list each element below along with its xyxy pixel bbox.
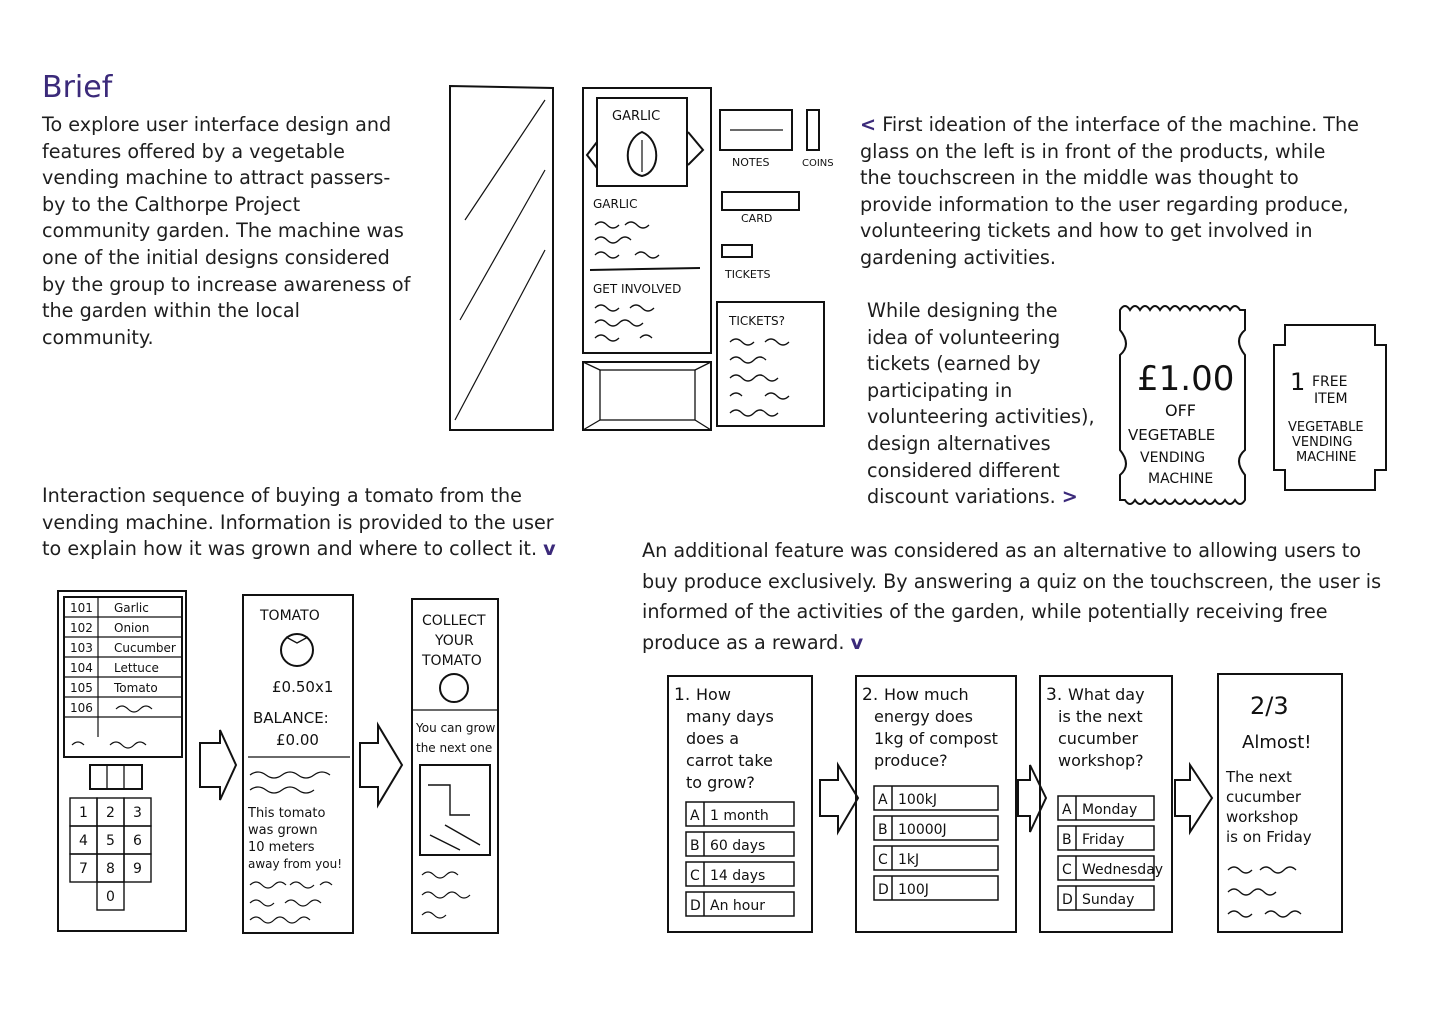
quiz-option-letter: C [1062, 862, 1072, 878]
quiz-option-text: An hour [710, 898, 765, 914]
quiz-result-line: is on Friday [1226, 828, 1312, 846]
arrow-right-icon [360, 725, 402, 805]
quiz-question-line: does a [686, 729, 740, 748]
tickets-note [867, 298, 1099, 511]
quiz-option-letter: C [878, 852, 888, 868]
screen3-note1: You can grow [416, 721, 496, 735]
quiz-question-line: What day [1068, 685, 1145, 704]
quiz-option-text: 14 days [710, 868, 766, 884]
keypad-key-label: 1 [79, 805, 88, 821]
ideation-text: First ideation of the interface of the machine. The glass on the left is in front of the products, while the touchscreen in the middle was thought to provide information to the user regarding produce, volunteering tickets and how to get involved in gardening activities. [860, 113, 1359, 269]
quiz-option-letter: C [690, 868, 700, 884]
keypad-key-label: 9 [133, 861, 142, 877]
quiz-option-text: Sunday [1082, 892, 1135, 908]
menu-item-name: Lettuce [114, 661, 159, 675]
coupon1-line2: VENDING [1140, 450, 1206, 466]
screen2-title: TOMATO [260, 608, 320, 624]
coupon1-off: OFF [1165, 401, 1196, 420]
quiz-option-letter: A [878, 792, 888, 808]
brief-text: To explore user interface design and features offered by a vegetable vending machine to attract passers-by to the Calthorpe Project community garden. The machine was one of the initial designs considered by the group to increase awareness of the garden within the local community. [42, 113, 411, 349]
quiz-question-line: energy does [874, 707, 973, 726]
quiz-result-line: cucumber [1226, 788, 1302, 806]
coins-label: COINS [802, 158, 834, 169]
card-label: CARD [741, 212, 773, 225]
tickets-slot [722, 245, 752, 257]
quiz-option-letter: A [1062, 802, 1072, 818]
quiz-score: 2/3 [1250, 692, 1289, 720]
keypad-key-label: 7 [79, 861, 88, 877]
touchscreen-frame [583, 88, 711, 353]
quiz-result [1218, 674, 1342, 932]
menu-item-name: Cucumber [114, 641, 176, 655]
info-title: GARLIC [593, 197, 638, 211]
menu-code: 101 [70, 601, 93, 615]
card-slot [722, 192, 799, 210]
down-arrow-icon: v [543, 537, 556, 561]
quiz-question-line: is the next [1058, 707, 1143, 726]
screen3-line2: YOUR [435, 633, 474, 649]
left-arrow-icon: < [860, 113, 877, 136]
screen2-price: £0.50x1 [272, 678, 334, 696]
get-involved-label: GET INVOLVED [593, 282, 682, 296]
quiz-question-q3 [1040, 676, 1172, 932]
keypad-key-label: 5 [106, 833, 115, 849]
quiz-option-letter: B [878, 822, 888, 838]
coupon2-free: FREE [1312, 374, 1348, 390]
notes-label: NOTES [732, 156, 770, 169]
keypad-key-label: 0 [106, 889, 115, 905]
quiz-sequence-sketch [660, 670, 1350, 942]
quiz-question-number: 1. [674, 685, 691, 705]
menu-code: 102 [70, 621, 93, 635]
quiz-result-line: workshop [1226, 808, 1299, 826]
arrow-right-icon [820, 765, 858, 832]
right-arrow-icon: > [1061, 485, 1078, 509]
tickets-note-text: While designing the idea of volunteering tickets (earned by participating in volunteering activities), design alternatives considered different discount variations. [867, 299, 1095, 509]
quiz-question-line: to grow? [686, 773, 755, 792]
quiz-question-line: How much [884, 685, 969, 704]
coupon1-line1: VEGETABLE [1128, 426, 1216, 444]
quiz-note-text: An additional feature was considered as an alternative to allowing users to buy produce exclusively. By answering a quiz on the touchscreen, the user is informed of the activities of the garden, while potentially receiving free produce as a reward. [642, 539, 1382, 654]
quiz-question-line: carrot take [686, 751, 773, 770]
keypad-key-label: 3 [133, 805, 142, 821]
tickets-question: TICKETS? [729, 314, 786, 328]
chevron-left-icon [587, 142, 597, 168]
ideation-note [860, 112, 1360, 272]
quiz-option-letter: A [690, 808, 700, 824]
menu-item-name: Tomato [114, 681, 158, 695]
quiz-question-q1 [668, 676, 812, 932]
quiz-option-text: Monday [1082, 802, 1138, 818]
arrow-right-icon [200, 730, 236, 800]
screen3-line1: COLLECT [422, 613, 486, 629]
coupon1-line3: MACHINE [1148, 471, 1214, 487]
brief-title: Brief [42, 70, 113, 105]
quiz-result-line: The next [1226, 768, 1292, 786]
coupon2-line1: VEGETABLE [1288, 420, 1364, 435]
screen3-line3: TOMATO [422, 653, 482, 669]
coupon1-amount: £1.00 [1137, 359, 1235, 399]
quiz-result-label: Almost! [1242, 732, 1312, 753]
screen2-line4: away from you! [248, 857, 343, 871]
quiz-option-letter: B [1062, 832, 1072, 848]
quiz-question-q2 [856, 676, 1016, 932]
tomato-icon [281, 634, 313, 666]
screen2-balance: £0.00 [276, 731, 319, 749]
down-arrow-icon: v [850, 630, 864, 654]
quiz-question-line: cucumber [1058, 729, 1139, 748]
screen2-line3: 10 meters [248, 840, 315, 855]
quiz-option-text: Wednesday [1082, 862, 1164, 878]
product-label: GARLIC [612, 109, 661, 124]
machine-sketch [445, 80, 845, 435]
quiz-option-text: 100J [898, 882, 929, 898]
display-box [90, 765, 142, 789]
coupons-sketch [1110, 300, 1400, 515]
keypad-key-label: 4 [79, 833, 88, 849]
keypad-key-label: 8 [106, 861, 115, 877]
screen2-line2: was grown [248, 823, 318, 838]
menu-code: 106 [70, 701, 93, 715]
quiz-question-number: 3. [1046, 685, 1063, 705]
map-icon [420, 765, 490, 855]
coupon2-number: 1 [1290, 368, 1306, 396]
quiz-question-line: produce? [874, 751, 948, 770]
menu-code: 105 [70, 681, 93, 695]
coupon2-line3: MACHINE [1296, 450, 1357, 465]
keypad [70, 798, 151, 910]
menu-list [64, 597, 182, 757]
chevron-right-icon [688, 132, 703, 165]
coupon-one-pound [1120, 306, 1245, 504]
quiz-question-line: 1kg of compost [874, 729, 998, 748]
quiz-option-text: 10000J [898, 822, 947, 838]
coins-slot [807, 110, 819, 150]
keypad-key-label: 2 [106, 805, 115, 821]
quiz-option-text: 1 month [710, 808, 769, 824]
coupon-free-item [1274, 325, 1386, 490]
quiz-question-line: many days [686, 707, 774, 726]
coupon2-line2: VENDING [1292, 435, 1353, 450]
quiz-option-letter: D [1062, 892, 1073, 908]
tickets-label: TICKETS [725, 268, 771, 281]
glass-panel [450, 86, 553, 430]
quiz-option-letter: D [690, 898, 701, 914]
sequence-note [42, 483, 577, 563]
keypad-key-label: 6 [133, 833, 142, 849]
quiz-question-line: workshop? [1058, 751, 1144, 770]
menu-item-name: Garlic [114, 601, 149, 615]
tomato-icon [440, 674, 468, 702]
screen2-line1: This tomato [248, 806, 326, 821]
quiz-question-number: 2. [862, 685, 879, 705]
menu-code: 103 [70, 641, 93, 655]
quiz-screens [668, 674, 1342, 932]
tomato-sequence-sketch [50, 585, 510, 940]
menu-item-name: Onion [114, 621, 150, 635]
sequence-note-text: Interaction sequence of buying a tomato from the vending machine. Information is provided to the user to explain how it was grown and where to collect it. [42, 484, 554, 561]
arrow-right-icon [1018, 765, 1046, 832]
quiz-option-text: 1kJ [898, 852, 920, 868]
quiz-option-text: 60 days [710, 838, 766, 854]
menu-code: 104 [70, 661, 93, 675]
screen2-balance-label: BALANCE: [253, 709, 329, 727]
arrow-right-icon [1175, 765, 1212, 832]
quiz-option-letter: B [690, 838, 700, 854]
quiz-option-letter: D [878, 882, 889, 898]
quiz-option-text: Friday [1082, 832, 1125, 848]
quiz-option-text: 100kJ [898, 792, 937, 808]
screen3-note2: the next one [416, 741, 493, 755]
quiz-note [642, 536, 1387, 658]
coupon2-item: ITEM [1314, 391, 1348, 407]
quiz-question-line: How [696, 685, 731, 704]
